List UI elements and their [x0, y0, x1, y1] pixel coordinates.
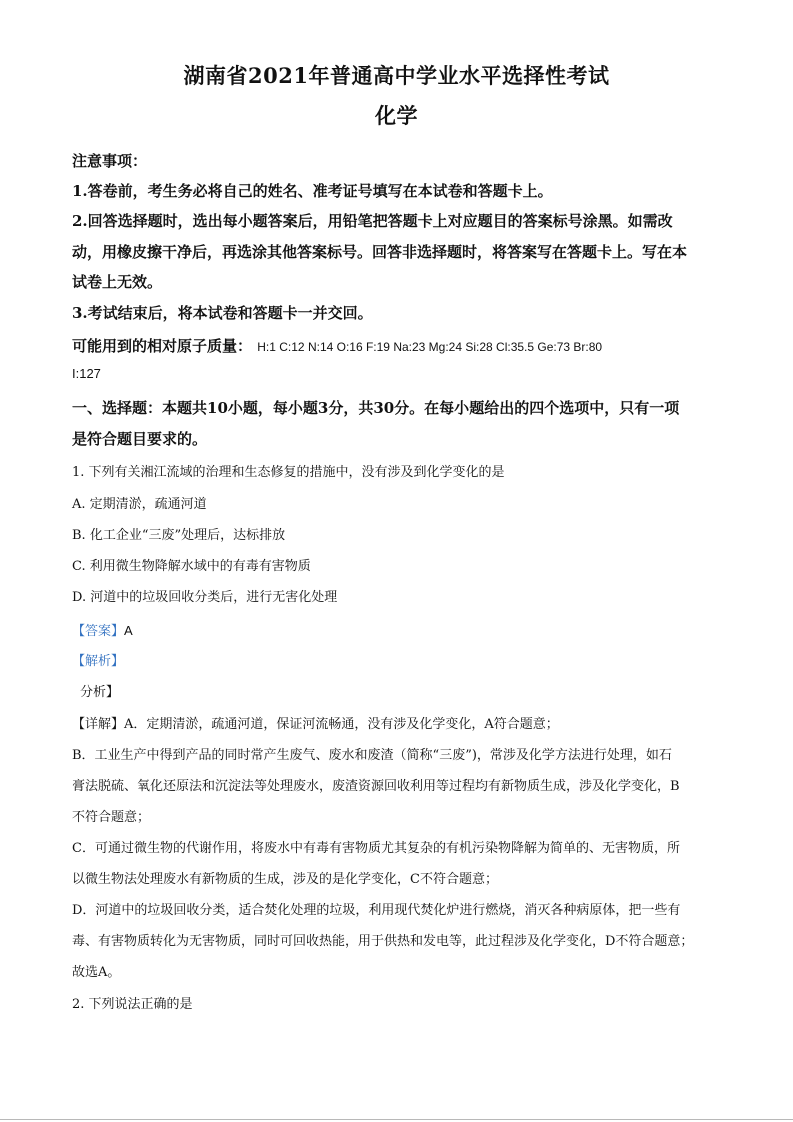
- question-1-option-a: A. 定期清淤，疏通河道: [72, 497, 207, 512]
- detail-d-line-1: D．河道中的垃圾回收分类，适合焚化处理的垃圾，利用现代焚化炉进行燃烧，消灭各种病原体，把一些有: [72, 903, 681, 918]
- notice-item-1: 1.答卷前，考生务必将自己的姓名、准考证号填写在本试卷和答题卡上。: [72, 182, 553, 200]
- detail-c-line-1: C．可通过微生物的代谢作用，将废水中有毒有害物质尤其复杂的有机污染物降解为简单的、无害物质，所: [72, 841, 680, 856]
- analysis-tag: 【解析】: [72, 654, 125, 669]
- atomic-masses-values: H:1 C:12 N:14 O:16 F:19 Na:23 Mg:24 Si:28 Cl:35.5 Ge:73 Br:80: [257, 340, 603, 354]
- page-bottom-divider: [0, 1119, 793, 1120]
- atomic-masses-values-line-2: I:127: [72, 366, 101, 381]
- detail-b-line-1: B．工业生产中得到产品的同时常产生废气、废水和废渣（简称“三废”)，常涉及化学方法进行处理，如石: [72, 748, 672, 763]
- notice-heading: 注意事项：: [72, 152, 148, 170]
- question-1-option-b: B. 化工企业“三废”处理后，达标排放: [72, 528, 286, 543]
- answer-tag: 【答案】: [72, 624, 125, 639]
- detail-c-line-2: 以微生物法处理废水有新物质的生成，涉及的是化学变化，C不符合题意；: [72, 872, 498, 887]
- detail-b-line-3: 不符合题意；: [72, 810, 151, 825]
- exam-title: 湖南省2021年普通高中学业水平选择性考试: [183, 63, 610, 88]
- conclusion: 故选A。: [72, 965, 121, 980]
- fenxi-heading: 分析】: [80, 685, 120, 700]
- atomic-masses-line: [72, 335, 602, 356]
- detail-d-line-2: 毒、有害物质转化为无害物质，同时可回收热能，用于供热和发电等，此过程涉及化学变化，D不符合题意；: [72, 934, 694, 949]
- answer-value: A: [124, 623, 133, 638]
- subject-title: 化学: [375, 103, 418, 128]
- detail-b-line-2: 膏法脱硫、氧化还原法和沉淀法等处理废水，废渣资源回收利用等过程均有新物质生成，涉及化学变化，B: [72, 779, 680, 794]
- atomic-masses-label: 可能用到的相对原子质量：: [72, 337, 253, 355]
- section-1-instruction-line-1: 一、选择题：本题共10小题，每小题3分，共30分。在每小题给出的四个选项中，只有一项: [72, 399, 680, 417]
- notice-item-2-line-2: 动，用橡皮擦干净后，再选涂其他答案标号。回答非选择题时，将答案写在答题卡上。写在本: [72, 243, 688, 261]
- notice-item-2-line-1: 2.回答选择题时，选出每小题答案后，用铅笔把答题卡上对应题目的答案标号涂黑。如需改: [72, 212, 673, 230]
- answer-line: [72, 620, 133, 639]
- question-1-stem: 1. 下列有关湘江流域的治理和生态修复的措施中，没有涉及到化学变化的是: [72, 465, 505, 480]
- question-1-option-d: D. 河道中的垃圾回收分类后，进行无害化处理: [72, 590, 338, 605]
- detail-tag: 【详解】: [72, 717, 125, 732]
- section-1-instruction-line-2: 是符合题目要求的。: [72, 430, 208, 448]
- detail-a: A．定期清淤，疏通河道，保证河流畅通，没有涉及化学变化，A符合题意；: [124, 717, 559, 732]
- question-1-option-c: C. 利用微生物降解水域中的有毒有害物质: [72, 559, 311, 574]
- notice-item-2-line-3: 试卷上无效。: [72, 273, 163, 291]
- detail-a-line: [72, 713, 559, 732]
- notice-item-3: 3.考试结束后，将本试卷和答题卡一并交回。: [72, 304, 373, 322]
- question-2-stem: 2. 下列说法正确的是: [72, 997, 193, 1012]
